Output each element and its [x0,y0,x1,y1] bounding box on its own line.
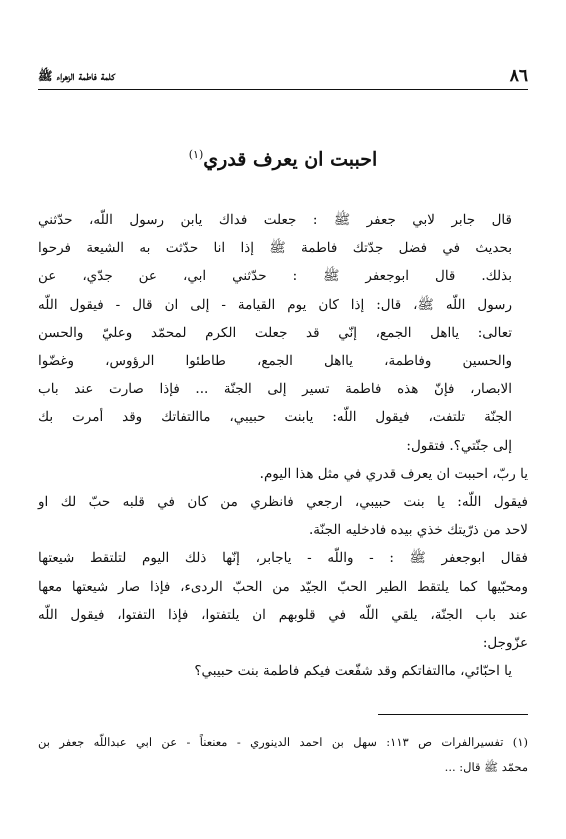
text-line: إلى جنّتي؟. فتقول: [406,437,512,454]
chapter-title [0,148,566,170]
footnote-marker: (١) [188,148,204,161]
text-line: بحديث في فضل جدّتك فاطمة ﷺ إذا انا حدّثت به الشيعة فرحوا [38,240,512,257]
footnote-line: محمّد ﷺ قال: ... [444,760,528,774]
text-line: بذلك. قال ابوجعفر ﷺ : حدّثني ابي، عن جدّي، عن [38,268,512,285]
text-line: رسول اللّه ﷺ، قال: إذا كان يوم القيامة - إلى ان قال - فيقول اللّه [38,296,512,313]
text-line: يا احبّائي، ماالتفاتكم وقد شفّعت فيكم فاطمة بنت حبيبي؟ [194,663,512,680]
text-line: عزّوجل: [482,635,528,652]
text-line: تعالى: يااهل الجمع، إنّي قد جعلت الكرم لمحمّد وعليّ والحسن [38,324,512,341]
paragraph-1 [38,206,528,460]
text-line: فقال ابوجعفر ﷺ : - واللّه - ياجابر، إنّها ذلك اليوم لتلتقط شيعتها [38,550,528,567]
chapter-title-text: احببت ان يعرف قدري [203,148,378,171]
text-line: يا ربّ، احببت ان يعرف قدري في مثل هذا اليوم. [259,465,528,482]
footnote-line: (١) تفسيرالفرات ص ١١٣: سهل بن احمد الدينوري - معنعناً - عن ابي عبداللّه جعفر بن [38,735,528,749]
text-line: الجنّة تلتفت، فيقول اللّه: يابنت حبيبي، ماالتفاتك وقد أمرت بك [38,409,512,426]
text-line: فيقول اللّه: يا بنت حبيبي، ارجعي فانظري من كان في قلبه حبّ لك او [38,494,528,511]
paragraph-2 [38,460,528,488]
page-header [38,60,528,90]
text-line: والحسين وفاطمة، يااهل الجمع، طاطئوا الرؤوس، وغضّوا [38,353,512,370]
paragraph-5 [38,657,528,685]
page-number: ٨٦ [509,66,528,86]
text-line: لاحد من ذرّيتك خذي بيده فادخليه الجنّة. [309,522,528,539]
text-line: الابصار، فإنّ هذه فاطمة تسير إلى الجنّة ... فإذا صارت عند باب [38,381,512,398]
footnote-divider [378,714,528,715]
paragraph-3 [38,488,528,544]
paragraph-4 [38,544,528,657]
text-line: قال جابر لابي جعفر ﷺ : جعلت فداك يابن رسول اللّه، حدّثني [38,212,512,228]
text-line: ومحبّيها كما يلتقط الطير الحبّ الجيّد من الحبّ الردىء، فإذا صار شيعتها معها [38,578,528,595]
running-head: كلمة فاطمة الزهراء ﷺ [38,69,115,83]
body-text [38,206,528,685]
footnote [38,730,528,780]
text-line: عند باب الجنّة، يلقي اللّه في قلوبهم ان يلتفتوا، فإذا التفتوا، فيقول اللّه [38,606,528,623]
